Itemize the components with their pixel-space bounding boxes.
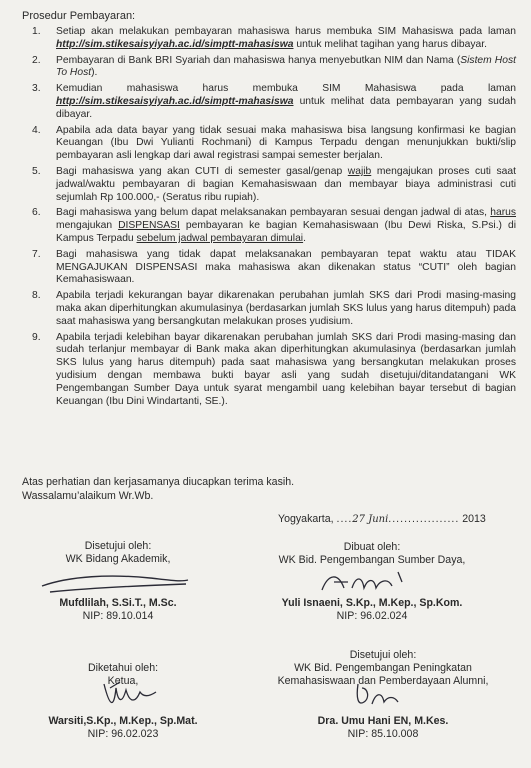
year: 2013 (462, 513, 486, 525)
handwritten-signature-chair (100, 678, 160, 712)
handwritten-signature-academic (40, 570, 190, 600)
sig-label: Diketahui oleh: (87, 662, 159, 674)
city: Yogyakarta, (278, 513, 334, 525)
item-number: 3. (32, 83, 41, 95)
signature-name-student-affairs: Dra. Umu Hani EN, M.Kes. NIP: 85.10.008 (317, 715, 449, 740)
item-text: ). (91, 67, 98, 79)
item-text: Bagi mahasiswa yang akan CUTI di semester gasal/genap (56, 165, 348, 177)
procedure-list (22, 26, 516, 411)
section-heading: Prosedur Pembayaran: (22, 10, 136, 22)
sim-link-text: http://sim.stikesaisyiyah.ac.id/simptt-mahasiswa (56, 95, 294, 107)
item-text: proses yudisium (275, 315, 351, 327)
signature-name-resources: Yuli Isnaeni, S.Kp., M.Kep., Sp.Kom. NIP: 96.02.024 (281, 597, 463, 622)
procedure-item (22, 83, 516, 121)
item-text: maka mahasiswa akan dikenakan status (197, 261, 419, 273)
signature-block-resources (252, 541, 492, 567)
item-text: . (303, 232, 306, 244)
item-text: wajib (347, 165, 372, 177)
item-text: Apabila ada data bayar yang tidak sesuai maka mahasiswa bisa langsung konfirmasi ke bagian Keuangan (Ibu Dwi Yulianti Rochmani) di Kampus Terpadu dengan menunjukkan (56, 124, 516, 149)
item-text: Pembayaran di Bank BRI Syariah dan mahasiswa hanya menyebutkan NIM dan Nama ( (56, 54, 461, 66)
closing-thanks: Atas perhatian dan kerjasamanya diucapkan terima kasih. (22, 476, 295, 488)
item-text: membuka SIM Mahasiswa pada laman (320, 26, 517, 37)
item-number: 2. (32, 54, 41, 66)
signature-name-academic: Mufdlilah, S.Si.T., M.Sc. NIP: 89.10.014 (59, 597, 177, 622)
item-number: 9. (32, 331, 41, 343)
procedure-item (22, 332, 516, 409)
sig-label: Disetujui oleh: (349, 649, 417, 661)
item-text: mahasiswa harus (237, 26, 321, 37)
closing-greeting: Wassalamu’alaikum Wr.Wb. (22, 490, 154, 502)
handwritten-signature-student-affairs (352, 680, 402, 714)
signature-name-chair: Warsiti,S.Kp., M.Kep., Sp.Mat. NIP: 96.02.023 (48, 715, 198, 740)
item-text: TIDAK MENGAJUKAN DISPENSASI (56, 248, 516, 273)
procedure-item (22, 55, 516, 81)
item-text: bukti/slip pembayaran asli (56, 137, 516, 162)
signature-block-academic (18, 540, 218, 566)
procedure-item (22, 249, 516, 287)
sig-label: Dibuat oleh: (343, 541, 401, 553)
sig-role: WK Bidang Akademik, (65, 553, 171, 565)
handwritten-signature-resources (318, 568, 438, 598)
item-text: Setiap akan melakukan pembayaran (56, 26, 238, 37)
procedure-item (22, 26, 516, 52)
procedure-item (22, 290, 516, 328)
item-text: sebelum jadwal pembayaran dimulai (136, 232, 304, 244)
item-text: DISPENSASI (118, 220, 180, 232)
date-handwritten: 27 Juni (352, 514, 389, 525)
item-text: untuk melihat tagihan yang harus dibayar. (293, 38, 487, 50)
item-text: Apabila terjadi kelebihan bayar dikarenakan perubahan jumlah SKS dari Prodi masing-masing dan sudah terlanjur membayar di Bank maka akan diperhitungkan akumulasinya (berdasarkan jumlah SKS lulus yang harus ditempuh) pada saat mahasiswa yang bersangkutan melakukan (56, 331, 516, 369)
item-text: untuk melihat data pembayaran yang sudah dibayar. (56, 95, 516, 120)
item-text: . (350, 315, 354, 327)
sig-role-2: Kemahasiswaan dan Pemberdayaan Alumni, (277, 675, 489, 687)
item-number: 7. (32, 248, 41, 260)
item-text: harus (490, 207, 516, 219)
item-text: pembayaran ke bagian Kemahasiswaan (Ibu Dewi Riska, S.Psi.) di Kampus Terpadu (56, 220, 516, 244)
item-text: Bagi mahasiswa yang tidak dapat melaksanakan pembayaran tepat waktu atau (56, 248, 486, 260)
sim-link-text: http://sim.stikesaisyiyah.ac.id/simptt-mahasiswa (56, 38, 294, 50)
place-date: Yogyakarta, ....27 Juni.................. 2013 (278, 513, 486, 525)
item-text: lengkap dari awal registrasi sampai semester berjalan. (131, 150, 383, 162)
sig-role: Ketua, (107, 675, 139, 687)
item-text: mengajukan (56, 220, 119, 232)
sig-label: Disetujui oleh: (84, 540, 152, 552)
item-number: 8. (32, 290, 41, 302)
item-number: 1. (32, 26, 41, 37)
sig-role: WK Bid. Pengembangan Peningkatan (294, 662, 472, 674)
item-text: Kemudian mahasiswa harus membuka SIM Mahasiswa pada laman (56, 83, 516, 95)
procedure-item (22, 125, 516, 163)
item-text: Sistem Host To Host (56, 54, 516, 79)
item-text: mengajukan proses cuti saat jadwal/waktu pembayaran di bagian Kemahasiswaan dan membayar biaya administrasi cuti sejumlah Rp 100.000,- (Seratus ribu rupiah). (56, 165, 516, 203)
procedure-item (22, 207, 516, 245)
item-number: 6. (32, 207, 41, 219)
item-text: dengan membawa bukti bayar asli yang sudah disetujui/ditandatangani WK Pengembangan Sumber Daya untuk syarat mengambil uang kelebihan bayar tersebut di bagian Keuangan (Ibu Dini Windartanti, SE.). (56, 369, 516, 407)
procedure-item (22, 166, 516, 204)
item-text: Bagi mahasiswa yang belum dapat melaksanakan pembayaran sesuai dengan jadwal di atas, (56, 207, 491, 219)
item-number: 4. (32, 124, 41, 136)
item-text: oleh bagian Kemahasiswaan. (56, 261, 516, 286)
sig-role: WK Bid. Pengembangan Sumber Daya, (278, 554, 466, 566)
item-text: Apabila terjadi kekurangan bayar dikarenakan perubahan jumlah SKS dari Prodi masing-masing maka akan diperhitungkan akumulasinya (berdasarkan jumlah SKS lulus yang harus ditempuh) pada saat mahasiswa yang bersangkutan melakukan (56, 290, 516, 327)
item-text: proses yudisium (56, 357, 516, 381)
item-text: “CUTI” (418, 261, 450, 273)
item-number: 5. (32, 165, 41, 177)
